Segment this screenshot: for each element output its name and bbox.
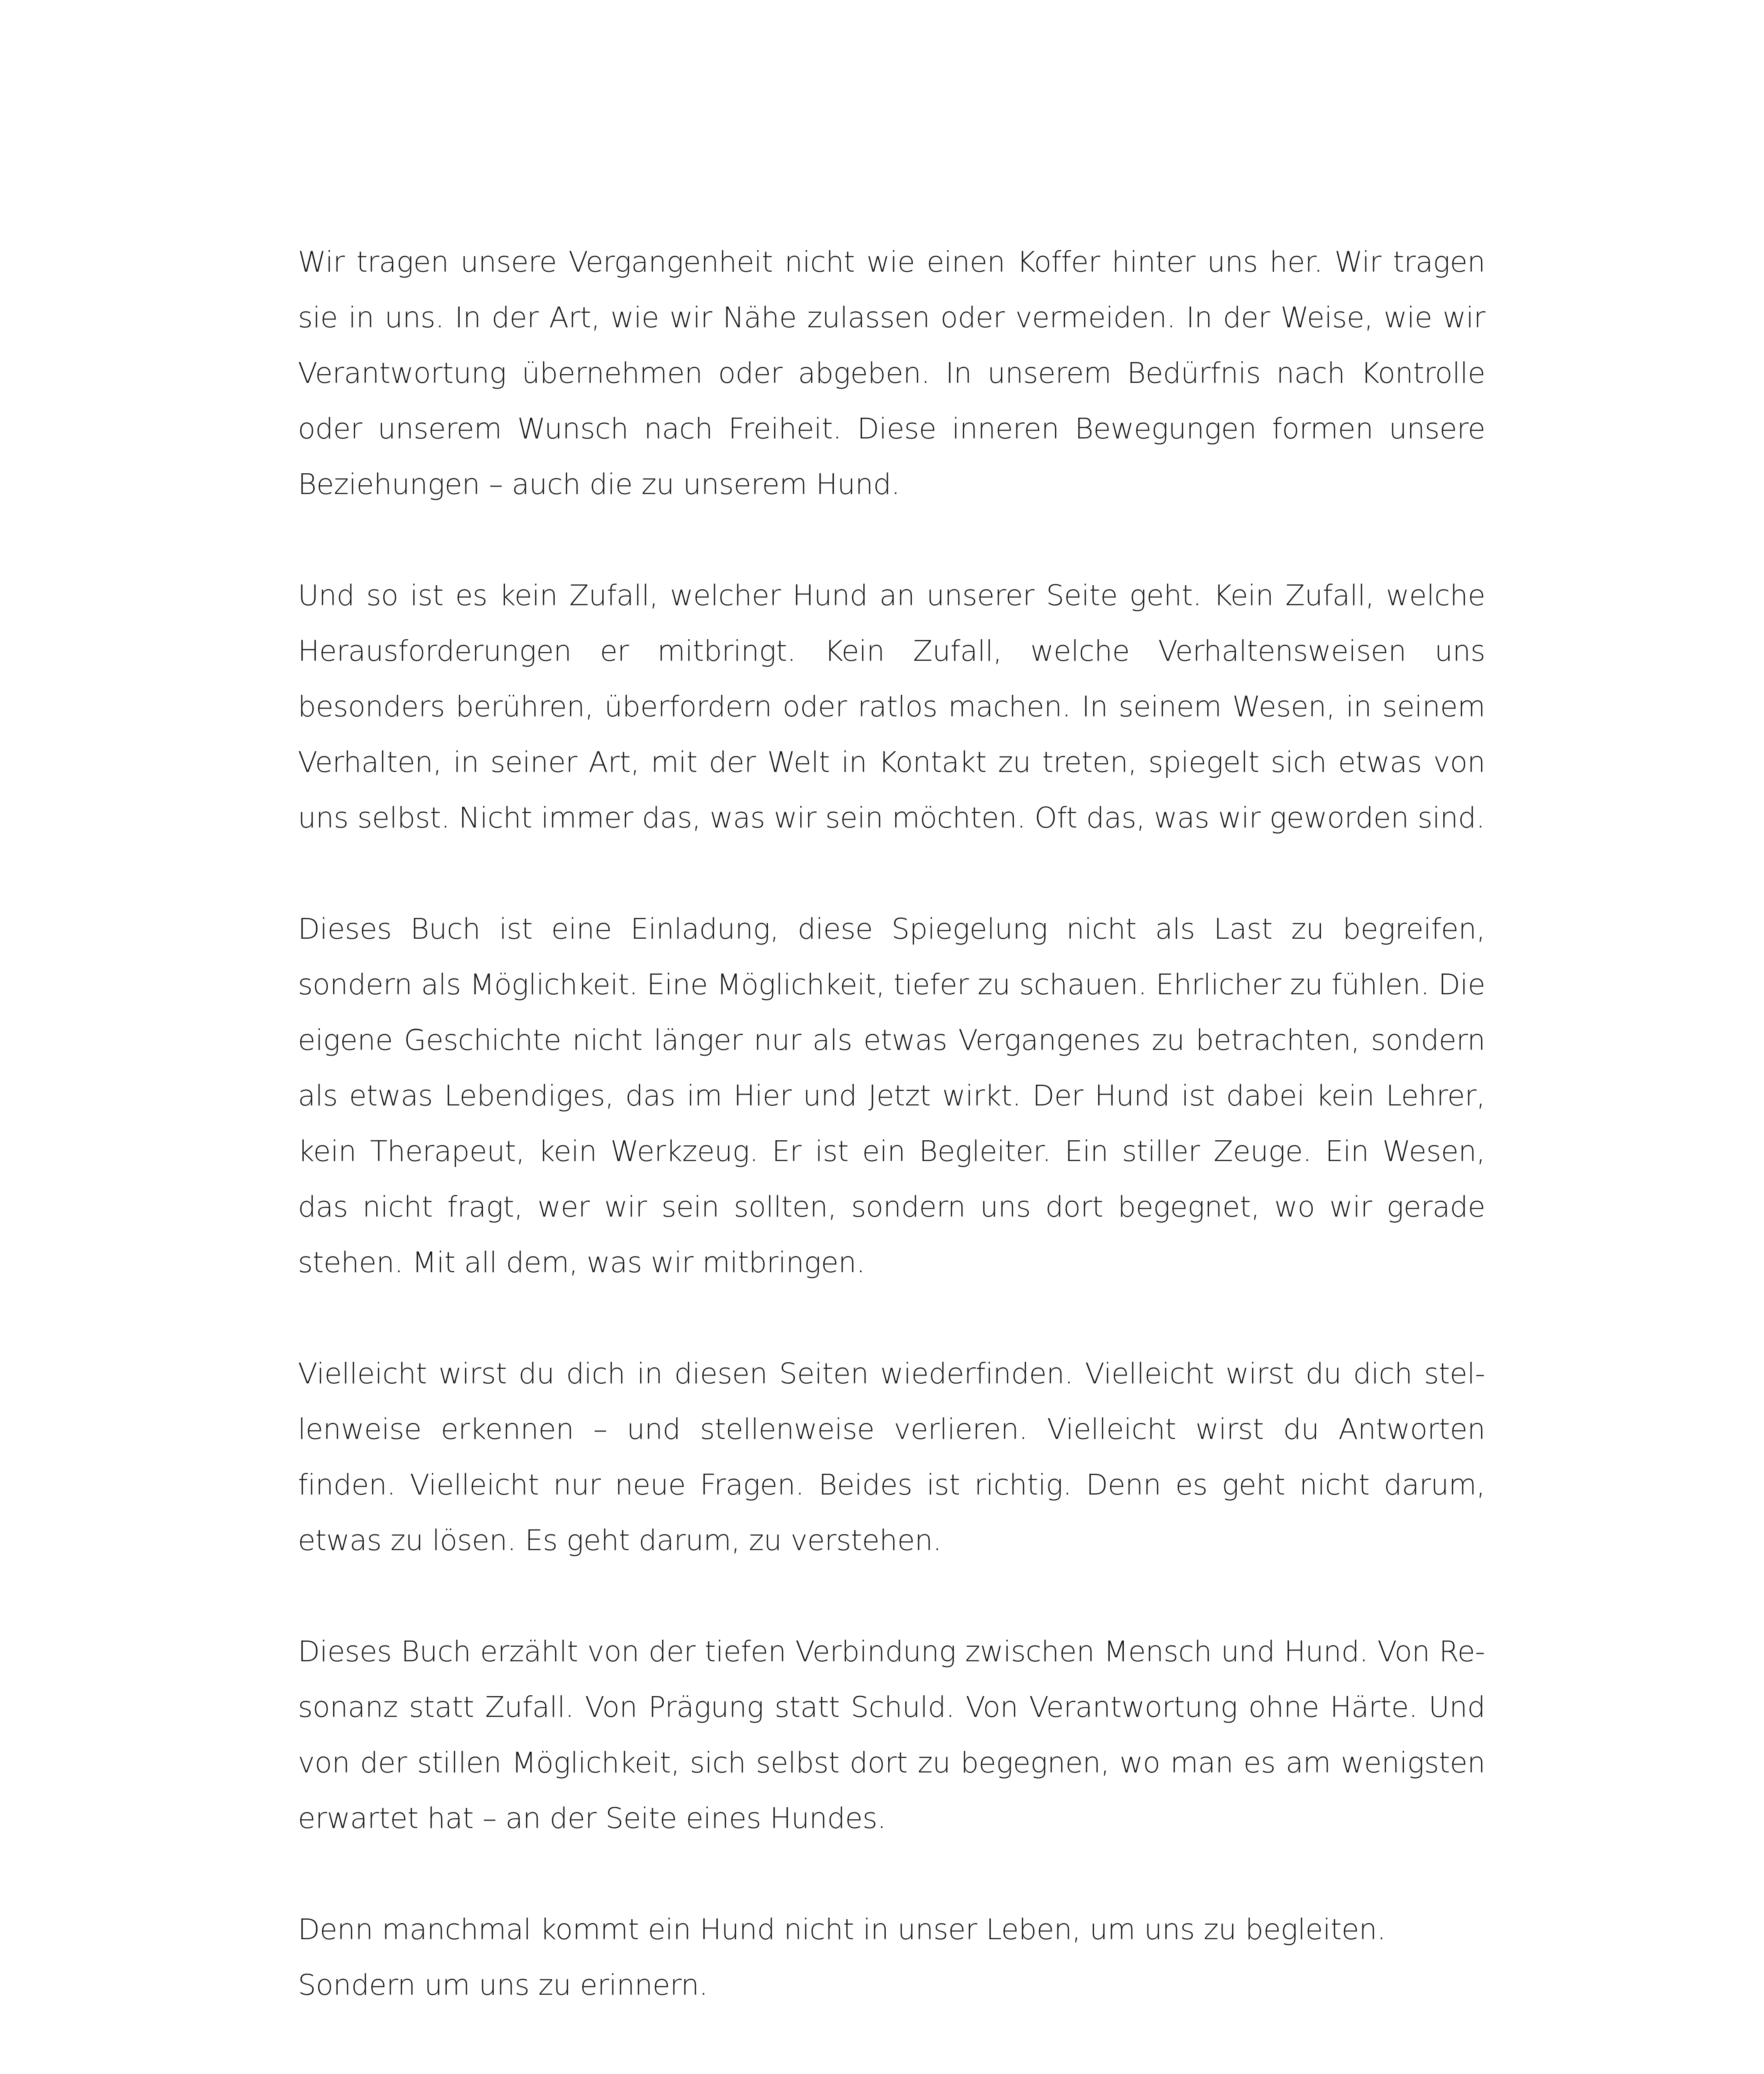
closing-line: Sondern um uns zu erinnern. — [298, 1969, 708, 2002]
paragraph: Vielleicht wirst du dich in diesen Seiten wiederfinden. Vielleicht wirst du dich stellenweise erkennen – und stellenweise verlieren. Vielleicht wirst du Antworten finden. Vielleicht nur neue Fragen. Beides ist richtig. Denn es geht nicht darum, etwas zu lösen. Es geht darum, zu verstehen. — [298, 1357, 1485, 1557]
paragraph: Und so ist es kein Zufall, welcher Hund an unserer Seite geht. Kein Zufall, welche Herausforderungen er mitbringt. Kein Zufall, welche Verhaltensweisen uns besonders berühren, überfordern oder ratlos machen. In seinem Wesen, in seinem Verhalten, in seiner Art, mit der Welt in Kontakt zu treten, spiegelt sich etwas von uns selbst. Nicht immer das, was wir sein möchten. Oft das, was wir geworden sind. — [298, 579, 1485, 835]
closing-line: Denn manchmal kommt ein Hund nicht in unser Leben, um uns zu begleiten. — [298, 1913, 1386, 1946]
closing-paragraph — [298, 1902, 1485, 2013]
paragraph: Dieses Buch ist eine Einladung, diese Spiegelung nicht als Last zu begreifen, sondern als Möglichkeit. Eine Möglichkeit, tiefer zu schauen. Ehrlicher zu fühlen. Die eigene Geschichte nicht länger nur als etwas Vergangenes zu betrachten, sondern als etwas Lebendiges, das im Hier und Jetzt wirkt. Der Hund ist dabei kein Lehrer, kein Therapeut, kein Werkzeug. Er ist ein Begleiter. Ein stiller Zeuge. Ein Wesen, das nicht fragt, wer wir sein sollten, sondern uns dort begegnet, wo wir gerade stehen. Mit all dem, was wir mitbringen. — [298, 913, 1485, 1279]
paragraph: Dieses Buch erzählt von der tiefen Verbindung zwischen Mensch und Hund. Von Resonanz statt Zufall. Von Prägung statt Schuld. Von Verantwortung ohne Härte. Und von der stillen Möglichkeit, sich selbst dort zu begegnen, wo man es am wenigsten erwartet hat – an der Seite eines Hundes. — [298, 1635, 1485, 1835]
body-text — [298, 234, 1485, 2013]
paragraph: Wir tragen unsere Vergangenheit nicht wie einen Koffer hinter uns her. Wir tragen sie in uns. In der Art, wie wir Nähe zulassen oder vermeiden. In der Weise, wie wir Verantwortung übernehmen oder abgeben. In unserem Bedürfnis nach Kontrolle oder unserem Wunsch nach Freiheit. Diese inneren Bewegungen formen unsere Beziehungen – auch die zu unserem Hund. — [298, 246, 1485, 501]
